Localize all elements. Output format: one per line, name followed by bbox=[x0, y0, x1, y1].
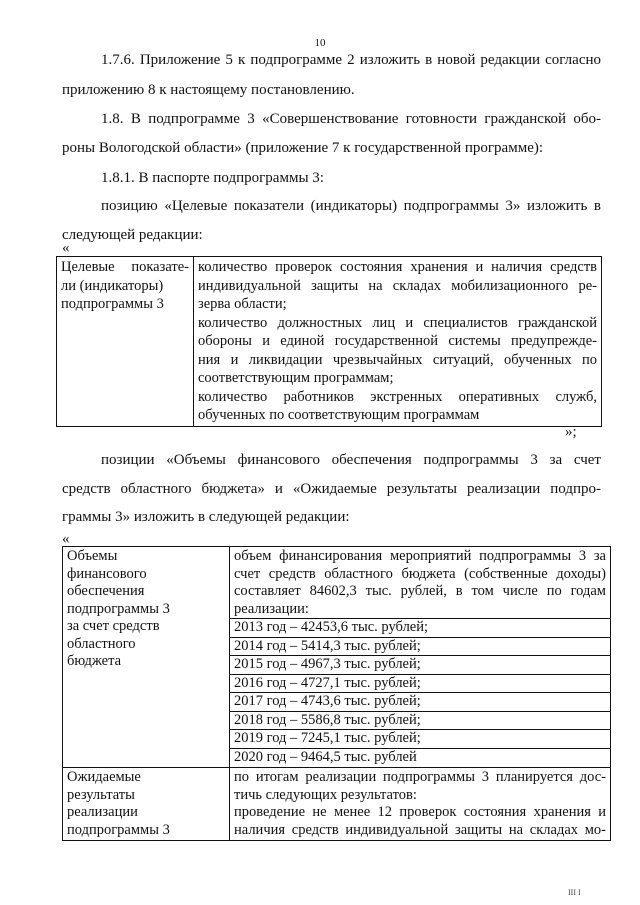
paragraph-1-8-line1: 1.8. В подпрограмме 3 «Совершенствование готовности гражданской обо- bbox=[101, 111, 601, 127]
table1-left-line: Целевые показате- bbox=[61, 259, 189, 275]
table2-results-right-cell bbox=[230, 768, 611, 841]
year-amount-line: 2013 год – 42453,6 тыс. рублей; bbox=[230, 618, 610, 637]
table1-right-cell bbox=[194, 257, 602, 427]
paragraph-position1-line2: следующей редакции: bbox=[62, 227, 203, 243]
table2-right-line: реализации: bbox=[234, 600, 309, 617]
year-amount-line: 2016 год – 4727,1 тыс. рублей; bbox=[230, 674, 610, 693]
paragraph-1-8-1: 1.8.1. В паспорте подпрограммы 3: bbox=[101, 170, 324, 186]
year-amount-line: 2019 год – 7245,1 тыс. рублей; bbox=[230, 729, 610, 748]
paragraph-1-8-line2: роны Вологодской области» (приложение 7 к государственной программе): bbox=[62, 140, 544, 156]
table2-financing-left-cell bbox=[63, 547, 230, 768]
paragraph-position1-line1: позицию «Целевые показатели (индикаторы) подпрограммы 3» изложить в bbox=[101, 198, 601, 214]
table-financing-results bbox=[62, 546, 611, 841]
table2-right-line: наличия средств индивидуальной защиты на складах мо- bbox=[234, 821, 606, 838]
footer-mark: III I bbox=[568, 888, 581, 897]
table1-right-line: индивидуальной защиты на складах мобилизационного ре- bbox=[198, 277, 597, 294]
table1-right-line: количество должностных лиц и специалистов гражданской bbox=[198, 314, 597, 331]
table1-right-line: обученных по соответствующим программам bbox=[198, 407, 480, 423]
table2-right-line: счет средств областного бюджета (собственные доходы) bbox=[234, 565, 606, 582]
quote-close: »; bbox=[565, 424, 577, 440]
table1-right-line: зерва области; bbox=[198, 296, 287, 312]
table2-left-line: подпрограммы 3 bbox=[67, 600, 170, 617]
table2-results-left-cell bbox=[63, 768, 230, 841]
table1-right-line: ния и ликвидации чрезвычайных ситуаций, обученных по bbox=[198, 351, 597, 368]
quote-open-2: « bbox=[62, 531, 70, 547]
table2-left-line: реализации bbox=[67, 804, 138, 820]
table2-left-line: областного bbox=[67, 635, 136, 652]
table2-right-line: тичь следующих результатов: bbox=[234, 786, 417, 803]
table2-left-line: бюджета bbox=[67, 653, 122, 669]
paragraph-1-7-6-line1: 1.7.6. Приложение 5 к подпрограмме 2 изложить в новой редакции согласно bbox=[101, 52, 601, 68]
table2-left-line: Объемы bbox=[67, 548, 118, 564]
table2-left-line: подпрограммы 3 bbox=[67, 821, 170, 838]
table2-financing-right-cell bbox=[230, 547, 611, 768]
table2-left-line: обеспечения bbox=[67, 583, 145, 599]
paragraph-position2-line3: граммы 3» изложить в следующей редакции: bbox=[62, 509, 350, 525]
table2-right-line: по итогам реализации подпрограммы 3 планируется дос- bbox=[234, 769, 606, 785]
table2-right-line: проведение не менее 12 проверок состояния хранения и bbox=[234, 804, 606, 820]
table1-right-line: количество работников экстренных оперативных служб, bbox=[198, 388, 597, 405]
table1-left-cell bbox=[57, 257, 194, 427]
paragraph-1-7-6-line2: приложению 8 к настоящему постановлению. bbox=[62, 82, 355, 98]
year-amount-line: 2015 год – 4967,3 тыс. рублей; bbox=[230, 655, 610, 674]
table1-left-line: подпрограммы 3 bbox=[61, 296, 164, 312]
table2-left-line: за счет средств bbox=[67, 618, 160, 634]
table2-left-line: Ожидаемые bbox=[67, 769, 141, 785]
paragraph-position2-line1: позиции «Объемы финансового обеспечения подпрограммы 3 за счет bbox=[101, 452, 601, 468]
page-number: 10 bbox=[314, 37, 326, 49]
table1-right-line: количество проверок состояния хранения и наличия средств bbox=[198, 259, 597, 275]
table1-left-line: ли (индикаторы) bbox=[61, 277, 164, 294]
year-amount-line: 2014 год – 5414,3 тыс. рублей; bbox=[230, 637, 610, 656]
year-amount-line: 2018 год – 5586,8 тыс. рублей; bbox=[230, 711, 610, 730]
table1-right-line: обороны и единой государственной системы предупрежде- bbox=[198, 333, 597, 349]
paragraph-position2-line2: средств областного бюджета» и «Ожидаемые результаты реализации подпро- bbox=[62, 481, 601, 497]
table2-right-line: составляет 84602,3 тыс. рублей, в том числе по годам bbox=[234, 583, 606, 599]
table1-right-line: соответствующим программам; bbox=[198, 370, 394, 386]
year-amount-line: 2020 год – 9464,5 тыс. рублей bbox=[230, 748, 610, 767]
table2-right-line: объем финансирования мероприятий подпрограммы 3 за bbox=[234, 548, 606, 564]
year-amount-line: 2017 год – 4743,6 тыс. рублей; bbox=[230, 692, 610, 711]
table2-left-line: результаты bbox=[67, 786, 135, 803]
table-target-indicators bbox=[56, 256, 602, 427]
table2-left-line: финансового bbox=[67, 565, 147, 582]
quote-open-1: « bbox=[62, 240, 70, 256]
